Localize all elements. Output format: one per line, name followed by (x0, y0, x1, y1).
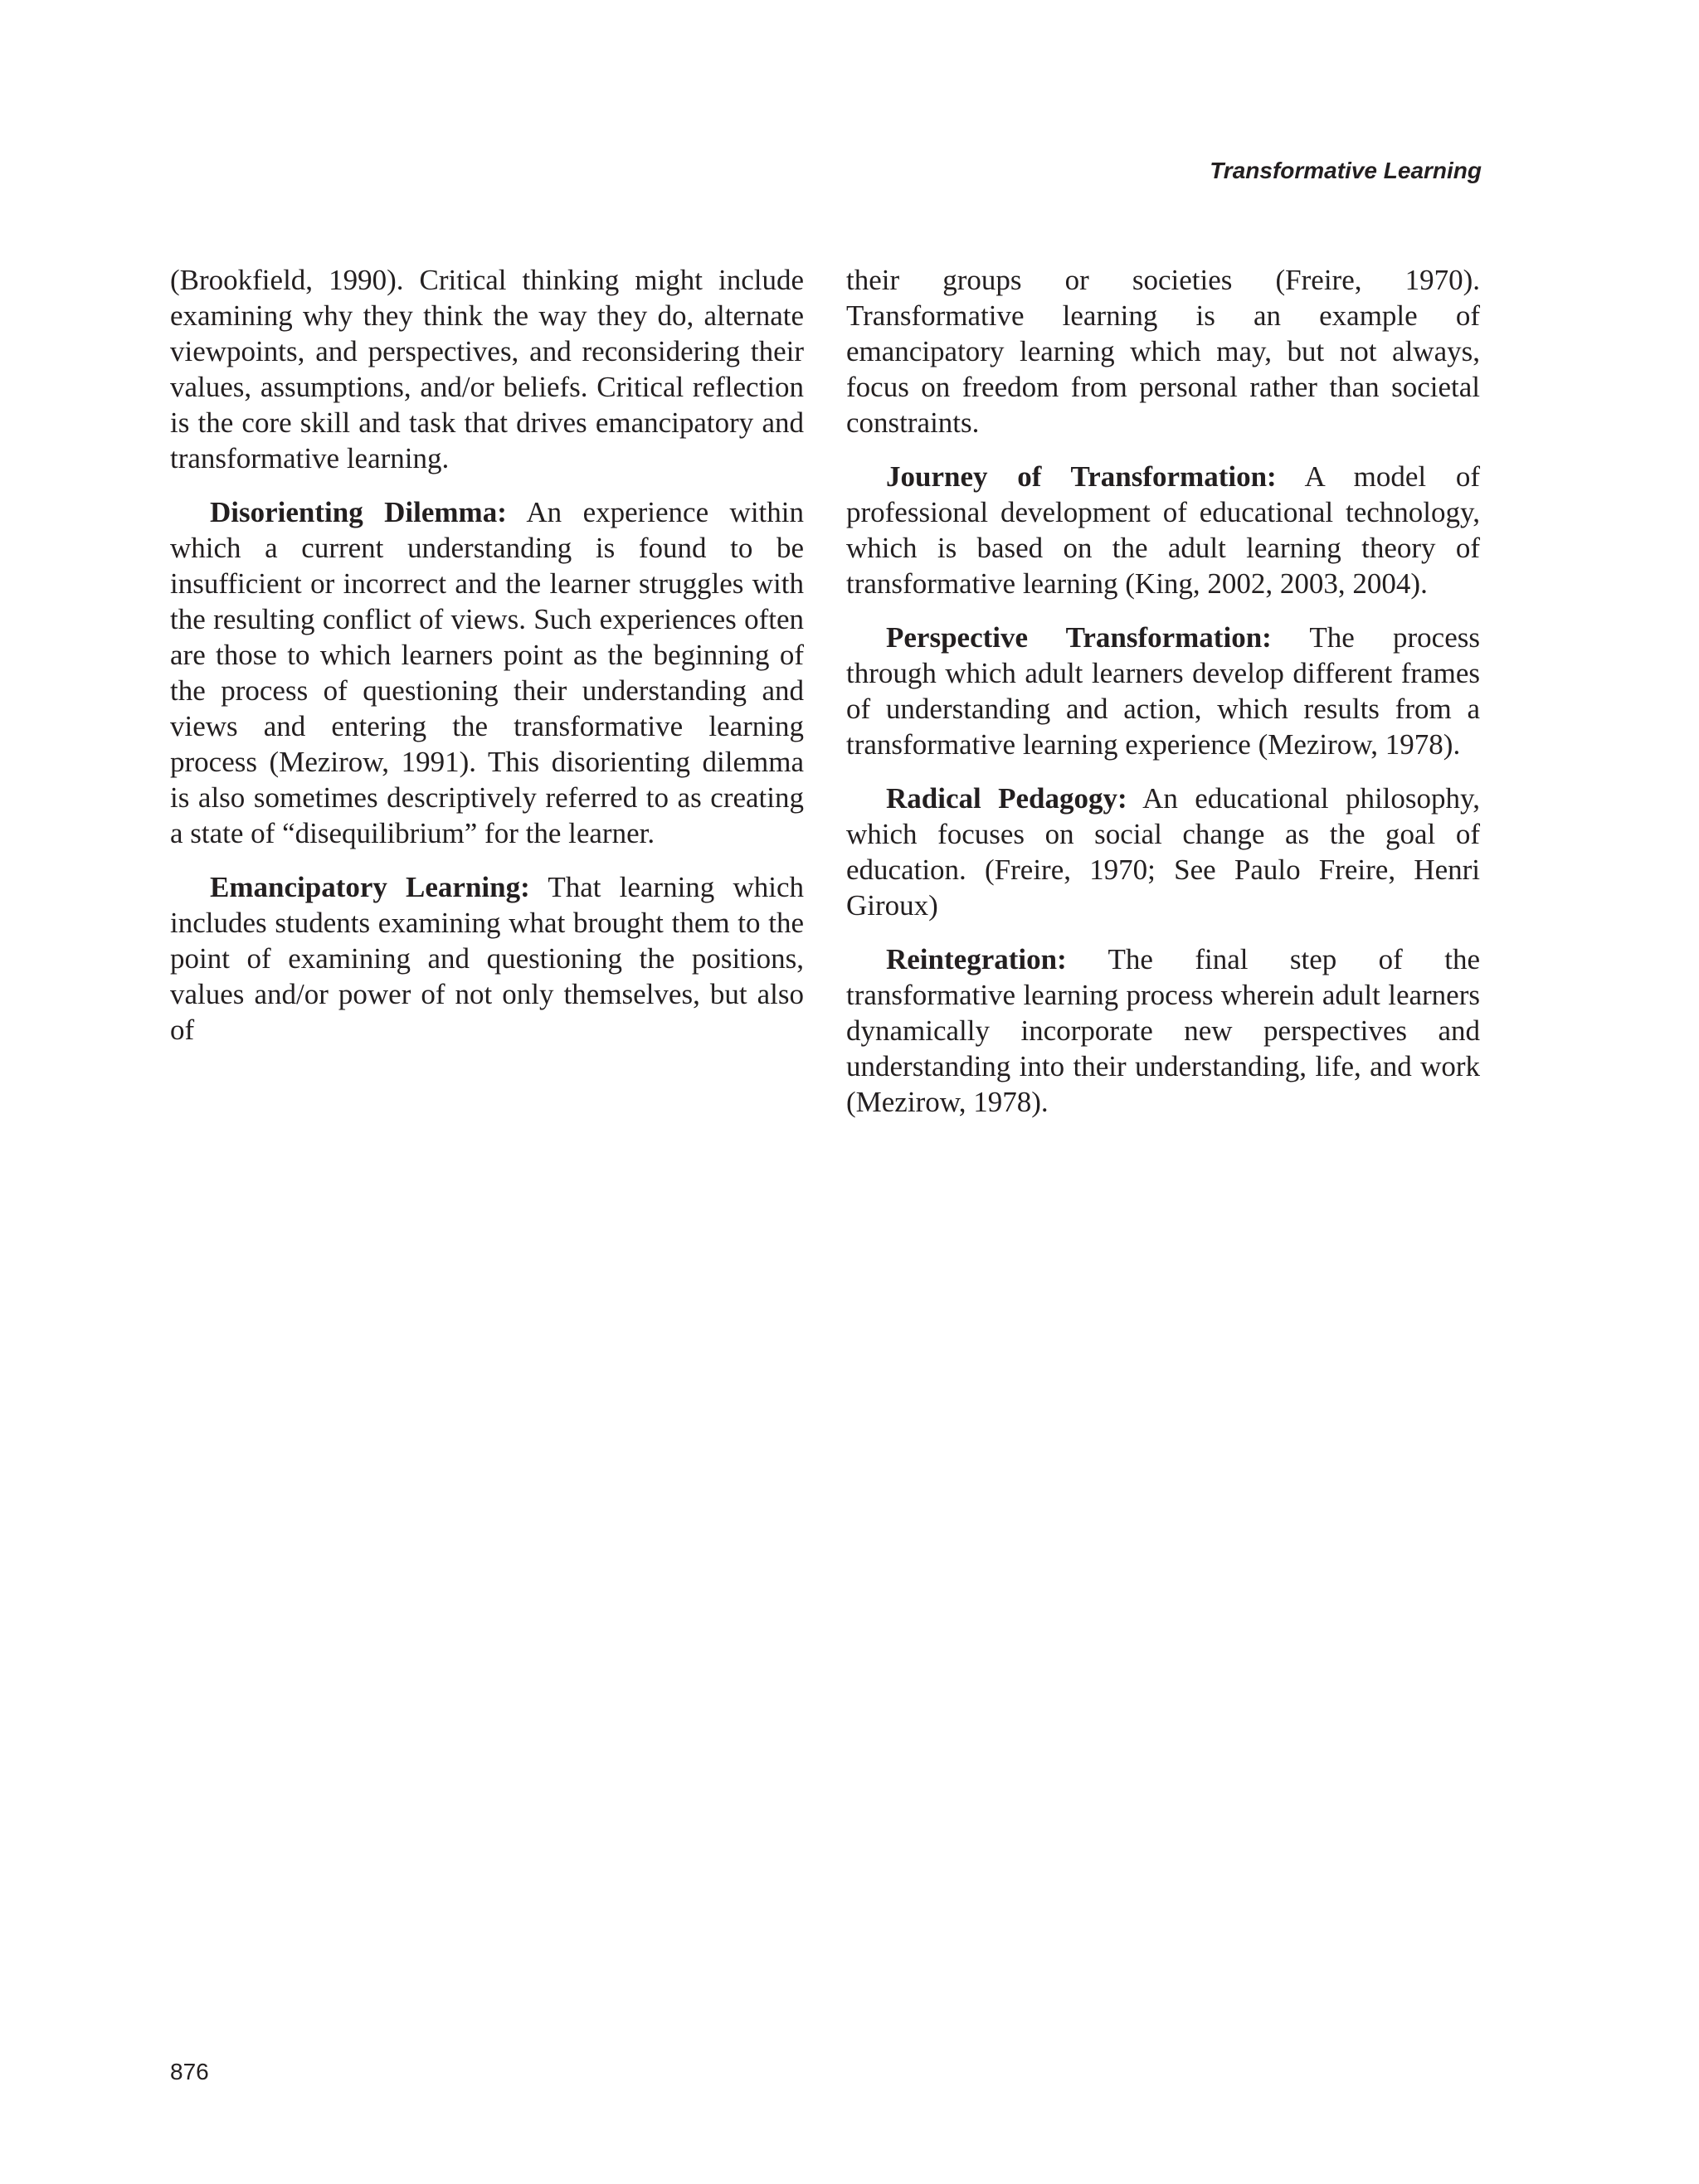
glossary-definition: An experience within which a current understanding is found to be insufficient or incorrect and the learner struggles with the resulting conflict of views. Such experiences often are those to which learners point as the beginning of the process of questioning their understanding and views and entering the transformative learning process (Mezirow, 1991). This disorienting dilemma is also sometimes descriptively referred to as creating a state of “disequilibrium” for the learner. (170, 496, 804, 849)
glossary-term: Reintegration: (886, 943, 1067, 975)
glossary-definition: A model of professional development of educational technology, which is based on the adult learning theory of transformative learning (King, 2002, 2003, 2004). (846, 460, 1480, 600)
continuation-paragraph: (Brookfield, 1990). Critical thinking might include examining why they think the way they do, alternate viewpoints, and perspectives, and reconsidering their values, assumptions, and/or beliefs. Critical reflection is the core skill and task that drives emancipatory and transformative learning. (170, 264, 804, 474)
continuation-paragraph: their groups or societies (Freire, 1970). Transformative learning is an example of emancipatory learning which may, but not always, focus on freedom from personal rather than societal constraints. (846, 264, 1480, 439)
glossary-term: Journey of Transformation: (886, 460, 1277, 493)
right-column (846, 262, 1480, 1138)
left-column (170, 262, 804, 1066)
glossary-definition: An educational philosophy, which focuses on social change as the goal of education. (Freire, 1970; See Paulo Freire, Henri Giroux) (846, 782, 1481, 922)
glossary-entry-perspective-transformation (846, 620, 1480, 762)
glossary-entry-disorienting-dilemma (170, 494, 804, 851)
glossary-definition: The final step of the transformative learning process wherein adult learners dynamically incorporate new perspectives and understanding into their understanding, life, and work (Mezirow, 1978). (846, 943, 1480, 1118)
glossary-definition: That learning which includes students examining what brought them to the point of examining and questioning the positions, values and/or power of not only themselves, but also of (170, 871, 804, 1046)
page-number: 876 (170, 2059, 209, 2084)
glossary-term: Emancipatory Learning: (210, 871, 530, 903)
glossary-entry-journey-of-transformation (846, 459, 1480, 601)
glossary-term: Radical Pedagogy: (886, 782, 1127, 815)
glossary-entry-emancipatory-learning (170, 869, 804, 1048)
glossary-entry-reintegration (846, 941, 1480, 1120)
glossary-term: Perspective Transformation: (886, 621, 1272, 654)
running-header: Transformative Learning (1210, 158, 1482, 183)
glossary-term: Disorienting Dilemma: (210, 496, 507, 528)
glossary-definition: The process through which adult learners develop different frames of understanding and action, which results from a transformative learning experience (Mezirow, 1978). (846, 621, 1480, 761)
glossary-entry-radical-pedagogy (846, 781, 1480, 923)
